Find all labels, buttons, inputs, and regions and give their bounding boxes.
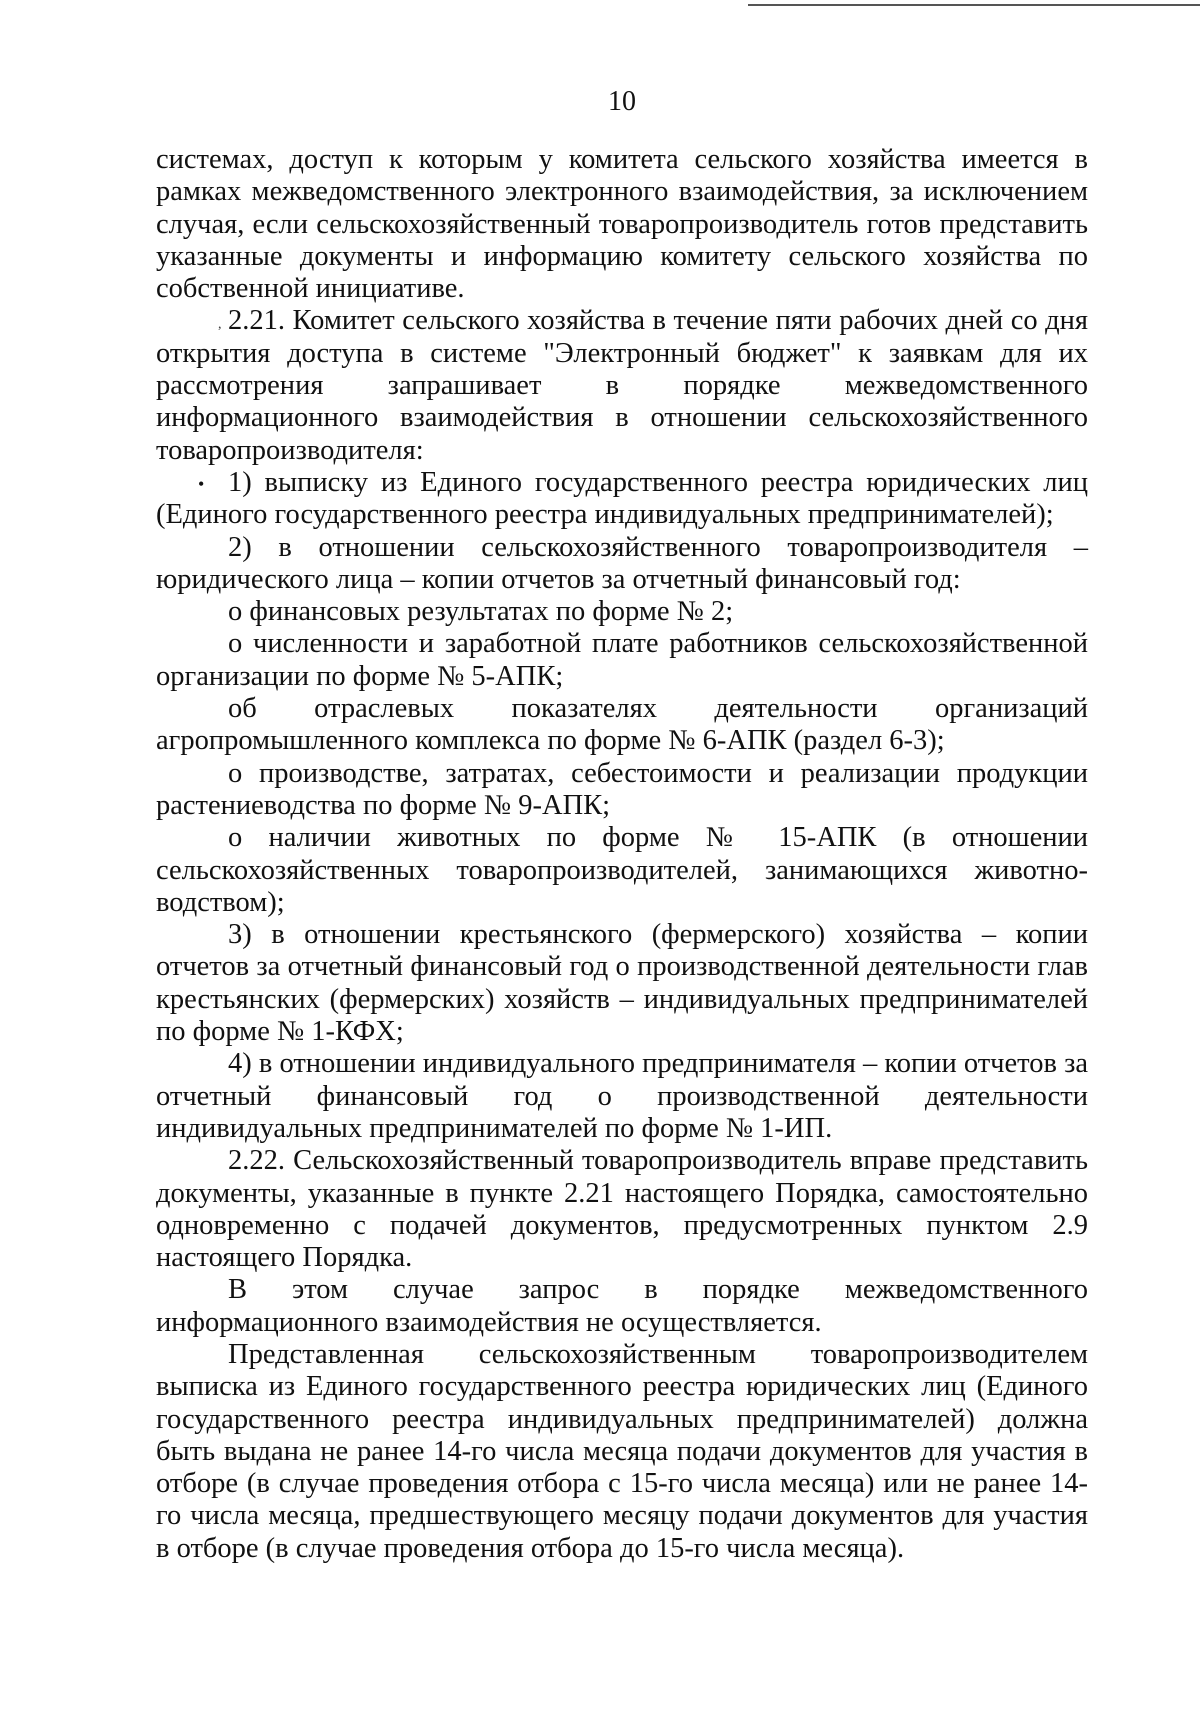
paragraph-no-request: В этом случае запрос в порядке межведомственного информационного взаимодействия не осуществляется. [156, 1274, 1088, 1338]
paragraph-form-15-apk: о наличии животных по форме № 15-АПК (в отношении сельскохозяйственных товаропроизводителей, занимающихся животноводством); [156, 822, 1088, 918]
paragraph-2-21: 2.21. Комитет сельского хозяйства в течение пяти рабочих дней со дня открытия доступа в системе "Электронный бюджет" к заявкам для их рассмотрения запрашивает в порядке межведомственного информационного взаимодействия в отношении сельскохозяйственного товаропроизводителя: [156, 305, 1088, 466]
paragraph-2-22: 2.22. Сельскохозяйственный товаропроизводитель вправе представить документы, указанные в пункте 2.21 настоящего Порядка, самостоятельно одновременно с подачей документов, предусмотренных пунктом 2.9 настоящего Порядка. [156, 1145, 1088, 1274]
paragraph-item-3: 3) в отношении крестьянского (фермерского) хозяйства – копии отчетов за отчетный финансовый год о производственной деятельности глав крестьянских (фермерских) хозяйств – индивидуальных предпринимателей по форме № 1-КФХ; [156, 919, 1088, 1048]
paragraph-form-5-apk: о численности и заработной плате работников сельскохозяйственной организации по форме № 5-АПК; [156, 628, 1088, 692]
paragraph-form-9-apk: о производстве, затратах, себестоимости и реализации продукции растениеводства по форме № 9-АПК; [156, 757, 1088, 821]
paragraph-item-1: 1) выписку из Единого государственного реестра юридических лиц (Единого государственного реестра индивидуальных предпринимателей); [156, 466, 1088, 531]
document-body [156, 144, 1088, 1565]
page-number: 10 [608, 86, 636, 117]
scan-mark: , [218, 317, 222, 332]
paragraph-item-2: 2) в отношении сельскохозяйственного товаропроизводителя – юридического лица – копии отчетов за отчетный финансовый год: [156, 531, 1088, 595]
paragraph-extract-date: Представленная сельскохозяйственным товаропроизводителем выписка из Единого государственного реестра юридических лиц (Единого государственного реестра индивидуальных предпринимателей) должна быть выдана не ранее 14-го числа месяца подачи документов для участия в отборе (в случае проведения отбора с 15-го числа месяца) или не ранее 14-го числа месяца, предшествующего месяцу подачи документов для участия в отборе (в случае проведения отбора до 15-го числа месяца). [156, 1338, 1088, 1564]
paragraph-continuation: системах, доступ к которым у комитета сельского хозяйства имеется в рамках межведомственного электронного взаимодействия, за исключением случая, если сельскохозяйственный товаропроизводитель готов представить указанные документы и информацию комитету сельского хозяйства по собственной инициативе. [156, 144, 1088, 305]
bullet-mark: • [198, 474, 205, 494]
scan-edge-line [748, 4, 1200, 6]
paragraph-form-2: о финансовых результатах по форме № 2; [228, 596, 734, 628]
paragraph-item-4: 4) в отношении индивидуального предпринимателя – копии отчетов за отчетный финансовый год о производственной деятельности индивидуальных предпринимателей по форме № 1-ИП. [156, 1048, 1088, 1144]
paragraph-form-6-apk: об отраслевых показателях деятельности организаций агропромышленного комплекса по форме № 6-АПК (раздел 6-3); [156, 693, 1088, 757]
